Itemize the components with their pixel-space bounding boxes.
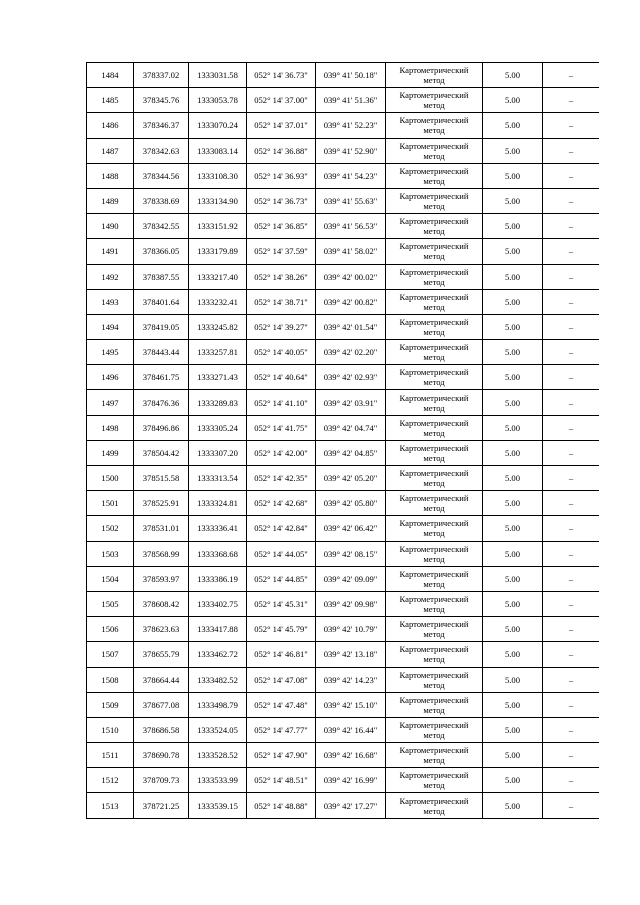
method-cell: Картометрический метод	[386, 667, 483, 692]
table-row	[87, 617, 600, 642]
description-cell: –	[543, 365, 600, 390]
latitude-cell: 052° 14' 39.27"	[247, 314, 316, 339]
point-number-cell: 1504	[87, 566, 134, 591]
precision-cell: 5.00	[483, 591, 543, 616]
longitude-cell: 039° 42' 04.74"	[316, 415, 386, 440]
x-coordinate-cell: 378568.99	[134, 541, 189, 566]
y-coordinate-cell: 1333324.81	[189, 491, 247, 516]
method-cell: Картометрический метод	[386, 566, 483, 591]
point-number-cell: 1490	[87, 214, 134, 239]
point-number-cell: 1503	[87, 541, 134, 566]
point-number-cell: 1494	[87, 314, 134, 339]
table-row	[87, 591, 600, 616]
method-cell: Картометрический метод	[386, 516, 483, 541]
y-coordinate-cell: 1333289.83	[189, 390, 247, 415]
method-cell: Картометрический метод	[386, 289, 483, 314]
method-cell: Картометрический метод	[386, 793, 483, 818]
x-coordinate-cell: 378677.08	[134, 692, 189, 717]
longitude-cell: 039° 41' 52.23"	[316, 113, 386, 138]
precision-cell: 5.00	[483, 793, 543, 818]
y-coordinate-cell: 1333539.15	[189, 793, 247, 818]
latitude-cell: 052° 14' 36.88"	[247, 138, 316, 163]
latitude-cell: 052° 14' 44.85"	[247, 566, 316, 591]
precision-cell: 5.00	[483, 466, 543, 491]
precision-cell: 5.00	[483, 264, 543, 289]
precision-cell: 5.00	[483, 63, 543, 88]
precision-cell: 5.00	[483, 642, 543, 667]
method-cell: Картометрический метод	[386, 541, 483, 566]
y-coordinate-cell: 1333498.79	[189, 692, 247, 717]
table-row	[87, 692, 600, 717]
y-coordinate-cell: 1333108.30	[189, 163, 247, 188]
x-coordinate-cell: 378496.86	[134, 415, 189, 440]
description-cell: –	[543, 541, 600, 566]
latitude-cell: 052° 14' 37.59"	[247, 239, 316, 264]
coordinates-table-wrapper	[86, 62, 599, 838]
table-row	[87, 289, 600, 314]
method-cell: Картометрический метод	[386, 692, 483, 717]
method-cell: Картометрический метод	[386, 264, 483, 289]
longitude-cell: 039° 42' 10.79"	[316, 617, 386, 642]
description-cell: –	[543, 214, 600, 239]
description-cell: –	[543, 340, 600, 365]
latitude-cell: 052° 14' 48.51"	[247, 768, 316, 793]
description-cell: –	[543, 63, 600, 88]
description-cell: –	[543, 440, 600, 465]
x-coordinate-cell: 378709.73	[134, 768, 189, 793]
y-coordinate-cell: 1333083.14	[189, 138, 247, 163]
description-cell: –	[543, 314, 600, 339]
y-coordinate-cell: 1333462.72	[189, 642, 247, 667]
description-cell: –	[543, 415, 600, 440]
x-coordinate-cell: 378337.02	[134, 63, 189, 88]
y-coordinate-cell: 1333070.24	[189, 113, 247, 138]
table-row	[87, 214, 600, 239]
description-cell: –	[543, 717, 600, 742]
x-coordinate-cell: 378346.37	[134, 113, 189, 138]
longitude-cell: 039° 41' 54.23"	[316, 163, 386, 188]
longitude-cell: 039° 42' 02.93"	[316, 365, 386, 390]
y-coordinate-cell: 1333313.54	[189, 466, 247, 491]
precision-cell: 5.00	[483, 440, 543, 465]
table-row	[87, 390, 600, 415]
precision-cell: 5.00	[483, 138, 543, 163]
latitude-cell: 052° 14' 45.31"	[247, 591, 316, 616]
x-coordinate-cell: 378387.55	[134, 264, 189, 289]
method-cell: Картометрический метод	[386, 340, 483, 365]
x-coordinate-cell: 378721.25	[134, 793, 189, 818]
point-number-cell: 1495	[87, 340, 134, 365]
description-cell: –	[543, 163, 600, 188]
table-row	[87, 768, 600, 793]
y-coordinate-cell: 1333305.24	[189, 415, 247, 440]
y-coordinate-cell: 1333053.78	[189, 88, 247, 113]
longitude-cell: 039° 42' 04.85"	[316, 440, 386, 465]
table-row	[87, 415, 600, 440]
precision-cell: 5.00	[483, 289, 543, 314]
precision-cell: 5.00	[483, 743, 543, 768]
table-row	[87, 113, 600, 138]
longitude-cell: 039° 42' 01.54"	[316, 314, 386, 339]
table-row	[87, 163, 600, 188]
y-coordinate-cell: 1333533.99	[189, 768, 247, 793]
y-coordinate-cell: 1333368.68	[189, 541, 247, 566]
latitude-cell: 052° 14' 46.81"	[247, 642, 316, 667]
table-row	[87, 667, 600, 692]
latitude-cell: 052° 14' 45.79"	[247, 617, 316, 642]
latitude-cell: 052° 14' 40.05"	[247, 340, 316, 365]
description-cell: –	[543, 138, 600, 163]
description-cell: –	[543, 88, 600, 113]
point-number-cell: 1508	[87, 667, 134, 692]
point-number-cell: 1507	[87, 642, 134, 667]
longitude-cell: 039° 42' 09.98"	[316, 591, 386, 616]
longitude-cell: 039° 42' 16.68"	[316, 743, 386, 768]
point-number-cell: 1506	[87, 617, 134, 642]
table-row	[87, 541, 600, 566]
y-coordinate-cell: 1333245.82	[189, 314, 247, 339]
precision-cell: 5.00	[483, 566, 543, 591]
latitude-cell: 052° 14' 47.77"	[247, 717, 316, 742]
point-number-cell: 1497	[87, 390, 134, 415]
method-cell: Картометрический метод	[386, 768, 483, 793]
precision-cell: 5.00	[483, 541, 543, 566]
longitude-cell: 039° 42' 05.20"	[316, 466, 386, 491]
description-cell: –	[543, 516, 600, 541]
method-cell: Картометрический метод	[386, 440, 483, 465]
description-cell: –	[543, 642, 600, 667]
point-number-cell: 1501	[87, 491, 134, 516]
latitude-cell: 052° 14' 47.48"	[247, 692, 316, 717]
longitude-cell: 039° 42' 00.02"	[316, 264, 386, 289]
method-cell: Картометрический метод	[386, 314, 483, 339]
x-coordinate-cell: 378608.42	[134, 591, 189, 616]
x-coordinate-cell: 378531.01	[134, 516, 189, 541]
y-coordinate-cell: 1333179.89	[189, 239, 247, 264]
x-coordinate-cell: 378664.44	[134, 667, 189, 692]
precision-cell: 5.00	[483, 88, 543, 113]
x-coordinate-cell: 378461.75	[134, 365, 189, 390]
longitude-cell: 039° 41' 58.02"	[316, 239, 386, 264]
table-row	[87, 516, 600, 541]
precision-cell: 5.00	[483, 314, 543, 339]
latitude-cell: 052° 14' 37.01"	[247, 113, 316, 138]
latitude-cell: 052° 14' 36.73"	[247, 188, 316, 213]
table-row	[87, 264, 600, 289]
x-coordinate-cell: 378419.05	[134, 314, 189, 339]
table-row	[87, 188, 600, 213]
longitude-cell: 039° 42' 02.20"	[316, 340, 386, 365]
precision-cell: 5.00	[483, 692, 543, 717]
y-coordinate-cell: 1333402.75	[189, 591, 247, 616]
method-cell: Картометрический метод	[386, 113, 483, 138]
x-coordinate-cell: 378593.97	[134, 566, 189, 591]
method-cell: Картометрический метод	[386, 138, 483, 163]
y-coordinate-cell: 1333482.52	[189, 667, 247, 692]
precision-cell: 5.00	[483, 390, 543, 415]
point-number-cell: 1505	[87, 591, 134, 616]
y-coordinate-cell: 1333528.52	[189, 743, 247, 768]
x-coordinate-cell: 378345.76	[134, 88, 189, 113]
y-coordinate-cell: 1333031.58	[189, 63, 247, 88]
method-cell: Картометрический метод	[386, 390, 483, 415]
point-number-cell: 1485	[87, 88, 134, 113]
longitude-cell: 039° 42' 00.82"	[316, 289, 386, 314]
longitude-cell: 039° 42' 15.10"	[316, 692, 386, 717]
x-coordinate-cell: 378401.64	[134, 289, 189, 314]
latitude-cell: 052° 14' 37.00"	[247, 88, 316, 113]
longitude-cell: 039° 42' 03.91"	[316, 390, 386, 415]
y-coordinate-cell: 1333386.19	[189, 566, 247, 591]
precision-cell: 5.00	[483, 214, 543, 239]
x-coordinate-cell: 378504.42	[134, 440, 189, 465]
method-cell: Картометрический метод	[386, 466, 483, 491]
latitude-cell: 052° 14' 47.08"	[247, 667, 316, 692]
longitude-cell: 039° 42' 05.80"	[316, 491, 386, 516]
description-cell: –	[543, 188, 600, 213]
longitude-cell: 039° 41' 52.90"	[316, 138, 386, 163]
x-coordinate-cell: 378344.56	[134, 163, 189, 188]
precision-cell: 5.00	[483, 113, 543, 138]
precision-cell: 5.00	[483, 415, 543, 440]
latitude-cell: 052° 14' 36.85"	[247, 214, 316, 239]
precision-cell: 5.00	[483, 667, 543, 692]
longitude-cell: 039° 41' 56.53"	[316, 214, 386, 239]
y-coordinate-cell: 1333336.41	[189, 516, 247, 541]
point-number-cell: 1496	[87, 365, 134, 390]
precision-cell: 5.00	[483, 768, 543, 793]
x-coordinate-cell: 378623.63	[134, 617, 189, 642]
x-coordinate-cell: 378342.63	[134, 138, 189, 163]
x-coordinate-cell: 378515.58	[134, 466, 189, 491]
method-cell: Картометрический метод	[386, 88, 483, 113]
y-coordinate-cell: 1333232.41	[189, 289, 247, 314]
x-coordinate-cell: 378366.05	[134, 239, 189, 264]
precision-cell: 5.00	[483, 163, 543, 188]
x-coordinate-cell: 378690.78	[134, 743, 189, 768]
table-row	[87, 88, 600, 113]
description-cell: –	[543, 264, 600, 289]
description-cell: –	[543, 239, 600, 264]
latitude-cell: 052° 14' 41.75"	[247, 415, 316, 440]
description-cell: –	[543, 491, 600, 516]
precision-cell: 5.00	[483, 188, 543, 213]
method-cell: Картометрический метод	[386, 617, 483, 642]
y-coordinate-cell: 1333217.40	[189, 264, 247, 289]
description-cell: –	[543, 692, 600, 717]
longitude-cell: 039° 42' 09.09"	[316, 566, 386, 591]
description-cell: –	[543, 390, 600, 415]
longitude-cell: 039° 41' 51.36"	[316, 88, 386, 113]
precision-cell: 5.00	[483, 516, 543, 541]
table-row	[87, 743, 600, 768]
longitude-cell: 039° 42' 16.44"	[316, 717, 386, 742]
latitude-cell: 052° 14' 40.64"	[247, 365, 316, 390]
x-coordinate-cell: 378338.69	[134, 188, 189, 213]
point-number-cell: 1510	[87, 717, 134, 742]
description-cell: –	[543, 768, 600, 793]
method-cell: Картометрический метод	[386, 163, 483, 188]
point-number-cell: 1513	[87, 793, 134, 818]
coordinates-table-body	[87, 63, 600, 819]
point-number-cell: 1492	[87, 264, 134, 289]
longitude-cell: 039° 41' 50.18"	[316, 63, 386, 88]
longitude-cell: 039° 41' 55.63"	[316, 188, 386, 213]
precision-cell: 5.00	[483, 239, 543, 264]
y-coordinate-cell: 1333271.43	[189, 365, 247, 390]
latitude-cell: 052° 14' 41.10"	[247, 390, 316, 415]
method-cell: Картометрический метод	[386, 214, 483, 239]
precision-cell: 5.00	[483, 717, 543, 742]
table-row	[87, 566, 600, 591]
latitude-cell: 052° 14' 38.26"	[247, 264, 316, 289]
latitude-cell: 052° 14' 36.93"	[247, 163, 316, 188]
latitude-cell: 052° 14' 44.05"	[247, 541, 316, 566]
y-coordinate-cell: 1333257.81	[189, 340, 247, 365]
y-coordinate-cell: 1333151.92	[189, 214, 247, 239]
latitude-cell: 052° 14' 42.00"	[247, 440, 316, 465]
latitude-cell: 052° 14' 42.68"	[247, 491, 316, 516]
method-cell: Картометрический метод	[386, 365, 483, 390]
table-row	[87, 466, 600, 491]
table-row	[87, 239, 600, 264]
x-coordinate-cell: 378443.44	[134, 340, 189, 365]
method-cell: Картометрический метод	[386, 642, 483, 667]
x-coordinate-cell: 378342.55	[134, 214, 189, 239]
point-number-cell: 1487	[87, 138, 134, 163]
description-cell: –	[543, 289, 600, 314]
y-coordinate-cell: 1333417.88	[189, 617, 247, 642]
point-number-cell: 1488	[87, 163, 134, 188]
latitude-cell: 052° 14' 42.84"	[247, 516, 316, 541]
table-row	[87, 314, 600, 339]
longitude-cell: 039° 42' 08.15"	[316, 541, 386, 566]
latitude-cell: 052° 14' 48.88"	[247, 793, 316, 818]
method-cell: Картометрический метод	[386, 591, 483, 616]
point-number-cell: 1486	[87, 113, 134, 138]
point-number-cell: 1511	[87, 743, 134, 768]
y-coordinate-cell: 1333307.20	[189, 440, 247, 465]
table-row	[87, 717, 600, 742]
point-number-cell: 1499	[87, 440, 134, 465]
method-cell: Картометрический метод	[386, 743, 483, 768]
table-row	[87, 340, 600, 365]
description-cell: –	[543, 591, 600, 616]
table-row	[87, 365, 600, 390]
table-row	[87, 63, 600, 88]
longitude-cell: 039° 42' 14.23"	[316, 667, 386, 692]
table-row	[87, 491, 600, 516]
x-coordinate-cell: 378655.79	[134, 642, 189, 667]
longitude-cell: 039° 42' 06.42"	[316, 516, 386, 541]
x-coordinate-cell: 378686.58	[134, 717, 189, 742]
description-cell: –	[543, 743, 600, 768]
description-cell: –	[543, 566, 600, 591]
x-coordinate-cell: 378525.91	[134, 491, 189, 516]
description-cell: –	[543, 667, 600, 692]
method-cell: Картометрический метод	[386, 491, 483, 516]
coordinates-table	[86, 62, 599, 819]
method-cell: Картометрический метод	[386, 415, 483, 440]
y-coordinate-cell: 1333524.05	[189, 717, 247, 742]
point-number-cell: 1498	[87, 415, 134, 440]
x-coordinate-cell: 378476.36	[134, 390, 189, 415]
point-number-cell: 1493	[87, 289, 134, 314]
latitude-cell: 052° 14' 38.71"	[247, 289, 316, 314]
precision-cell: 5.00	[483, 491, 543, 516]
table-row	[87, 440, 600, 465]
latitude-cell: 052° 14' 42.35"	[247, 466, 316, 491]
precision-cell: 5.00	[483, 340, 543, 365]
table-row	[87, 642, 600, 667]
method-cell: Картометрический метод	[386, 188, 483, 213]
method-cell: Картометрический метод	[386, 717, 483, 742]
longitude-cell: 039° 42' 16.99"	[316, 768, 386, 793]
point-number-cell: 1491	[87, 239, 134, 264]
longitude-cell: 039° 42' 17.27"	[316, 793, 386, 818]
latitude-cell: 052° 14' 47.90"	[247, 743, 316, 768]
table-row	[87, 793, 600, 818]
method-cell: Картометрический метод	[386, 63, 483, 88]
point-number-cell: 1509	[87, 692, 134, 717]
table-row	[87, 138, 600, 163]
point-number-cell: 1512	[87, 768, 134, 793]
description-cell: –	[543, 617, 600, 642]
longitude-cell: 039° 42' 13.18"	[316, 642, 386, 667]
latitude-cell: 052° 14' 36.73"	[247, 63, 316, 88]
precision-cell: 5.00	[483, 365, 543, 390]
point-number-cell: 1500	[87, 466, 134, 491]
point-number-cell: 1489	[87, 188, 134, 213]
description-cell: –	[543, 466, 600, 491]
point-number-cell: 1502	[87, 516, 134, 541]
precision-cell: 5.00	[483, 617, 543, 642]
point-number-cell: 1484	[87, 63, 134, 88]
description-cell: –	[543, 113, 600, 138]
y-coordinate-cell: 1333134.90	[189, 188, 247, 213]
method-cell: Картометрический метод	[386, 239, 483, 264]
description-cell: –	[543, 793, 600, 818]
